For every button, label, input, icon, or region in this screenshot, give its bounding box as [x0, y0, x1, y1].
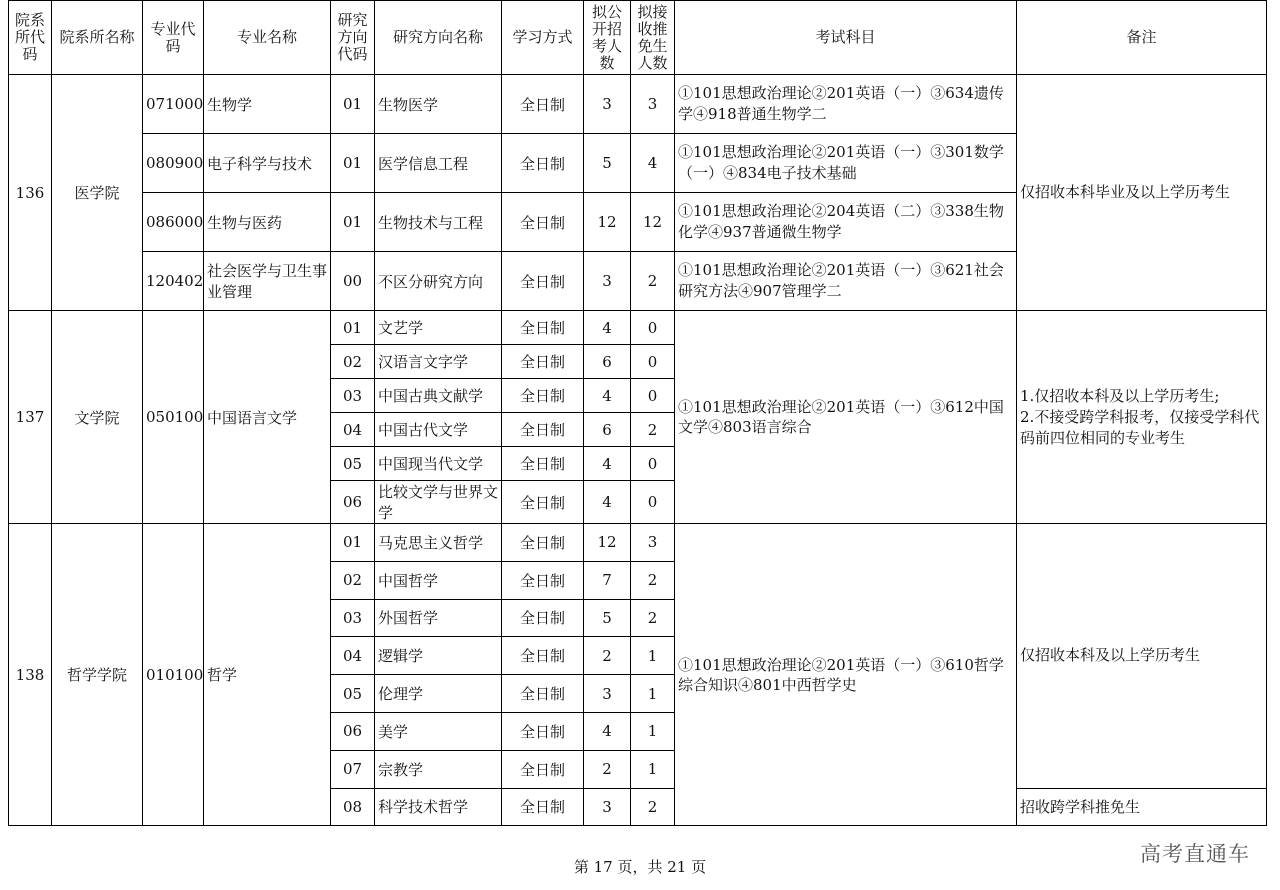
- direction-name-cell: 汉语言文字学: [375, 345, 502, 379]
- study-mode-cell: 全日制: [502, 599, 584, 637]
- public-quota-cell: 5: [584, 599, 631, 637]
- public-quota-cell: 4: [584, 481, 631, 524]
- exempt-quota-cell: 2: [631, 599, 675, 637]
- exempt-quota-cell: 12: [631, 193, 675, 252]
- exempt-quota-cell: 1: [631, 637, 675, 675]
- dept-code-cell: 136: [9, 75, 52, 311]
- study-mode-cell: 全日制: [502, 637, 584, 675]
- table-body: [9, 75, 1267, 826]
- table-row: [9, 524, 1267, 562]
- exempt-quota-cell: 3: [631, 524, 675, 562]
- direction-name-cell: 科学技术哲学: [375, 788, 502, 826]
- dept-code-cell: 137: [9, 311, 52, 524]
- header-remark: 备注: [1017, 1, 1267, 75]
- dept-name-cell: 文学院: [52, 311, 143, 524]
- direction-code-cell: 02: [331, 561, 375, 599]
- study-mode-cell: 全日制: [502, 75, 584, 134]
- direction-name-cell: 医学信息工程: [375, 134, 502, 193]
- exempt-quota-cell: 1: [631, 712, 675, 750]
- direction-name-cell: 生物技术与工程: [375, 193, 502, 252]
- direction-name-cell: 比较文学与世界文学: [375, 481, 502, 524]
- exempt-quota-cell: 1: [631, 750, 675, 788]
- dept-name-cell: 医学院: [52, 75, 143, 311]
- direction-code-cell: 06: [331, 481, 375, 524]
- exempt-quota-cell: 0: [631, 379, 675, 413]
- public-quota-cell: 3: [584, 788, 631, 826]
- direction-name-cell: 中国哲学: [375, 561, 502, 599]
- direction-name-cell: 外国哲学: [375, 599, 502, 637]
- study-mode-cell: 全日制: [502, 345, 584, 379]
- remark-line: 2.不接受跨学科报考，仅接受学科代码前四位相同的专业考生: [1020, 407, 1260, 447]
- table-row: [9, 311, 1267, 345]
- remark-line: 1.仅招收本科及以上学历考生;: [1020, 386, 1220, 405]
- major-code-cell: 086000: [143, 193, 204, 252]
- direction-name-cell: 宗教学: [375, 750, 502, 788]
- header-direction-code: 研究方向代码: [331, 1, 375, 75]
- header-public-quota: 拟公开招考人数: [584, 1, 631, 75]
- exam-subjects-cell: ①101思想政治理论②201英语（一）③610哲学综合知识④801中西哲学史: [675, 524, 1017, 826]
- major-code-cell: 050100: [143, 311, 204, 524]
- header-major-name: 专业名称: [204, 1, 331, 75]
- public-quota-cell: 6: [584, 345, 631, 379]
- exam-subjects-cell: ①101思想政治理论②201英语（一）③301数学（一）④834电子技术基础: [675, 134, 1017, 193]
- exam-subjects-cell: ①101思想政治理论②204英语（二）③338生物化学④937普通微生物学: [675, 193, 1017, 252]
- direction-code-cell: 03: [331, 379, 375, 413]
- major-name-cell: 生物与医药: [204, 193, 331, 252]
- exempt-quota-cell: 2: [631, 252, 675, 311]
- direction-name-cell: 生物医学: [375, 75, 502, 134]
- major-code-cell: 120402: [143, 252, 204, 311]
- exempt-quota-cell: 2: [631, 788, 675, 826]
- study-mode-cell: 全日制: [502, 134, 584, 193]
- direction-code-cell: 01: [331, 311, 375, 345]
- major-name-cell: 中国语言文学: [204, 311, 331, 524]
- remark-line: 仅招收本科及以上学历考生: [1020, 646, 1201, 665]
- direction-name-cell: 逻辑学: [375, 637, 502, 675]
- public-quota-cell: 4: [584, 311, 631, 345]
- major-name-cell: 社会医学与卫生事业管理: [204, 252, 331, 311]
- exam-subjects-cell: ①101思想政治理论②201英语（一）③612中国文学④803语言综合: [675, 311, 1017, 524]
- header-exam-subjects: 考试科目: [675, 1, 1017, 75]
- public-quota-cell: 3: [584, 75, 631, 134]
- major-code-cell: 080900: [143, 134, 204, 193]
- study-mode-cell: 全日制: [502, 788, 584, 826]
- study-mode-cell: 全日制: [502, 193, 584, 252]
- public-quota-cell: 4: [584, 379, 631, 413]
- direction-code-cell: 03: [331, 599, 375, 637]
- header-exempt-quota: 拟接收推免生人数: [631, 1, 675, 75]
- exempt-quota-cell: 1: [631, 675, 675, 713]
- direction-code-cell: 00: [331, 252, 375, 311]
- direction-code-cell: 05: [331, 675, 375, 713]
- header-dept-code: 院系所代码: [9, 1, 52, 75]
- header-row: [9, 1, 1267, 75]
- public-quota-cell: 12: [584, 193, 631, 252]
- direction-code-cell: 08: [331, 788, 375, 826]
- study-mode-cell: 全日制: [502, 750, 584, 788]
- remark-line: 仅招收本科毕业及以上学历考生: [1020, 183, 1231, 201]
- dept-code-cell: 138: [9, 524, 52, 826]
- direction-code-cell: 01: [331, 193, 375, 252]
- public-quota-cell: 5: [584, 134, 631, 193]
- direction-name-cell: 马克思主义哲学: [375, 524, 502, 562]
- study-mode-cell: 全日制: [502, 712, 584, 750]
- major-code-cell: 071000: [143, 75, 204, 134]
- major-name-cell: 哲学: [204, 524, 331, 826]
- exempt-quota-cell: 0: [631, 311, 675, 345]
- direction-code-cell: 06: [331, 712, 375, 750]
- direction-name-cell: 中国古典文献学: [375, 379, 502, 413]
- public-quota-cell: 2: [584, 750, 631, 788]
- enrollment-table: [8, 0, 1267, 826]
- direction-name-cell: 中国现当代文学: [375, 447, 502, 481]
- study-mode-cell: 全日制: [502, 252, 584, 311]
- direction-code-cell: 04: [331, 637, 375, 675]
- direction-code-cell: 01: [331, 134, 375, 193]
- header-study-mode: 学习方式: [502, 1, 584, 75]
- exempt-quota-cell: 0: [631, 481, 675, 524]
- major-code-cell: 010100: [143, 524, 204, 826]
- exam-subjects-cell: ①101思想政治理论②201英语（一）③621社会研究方法④907管理学二: [675, 252, 1017, 311]
- study-mode-cell: 全日制: [502, 675, 584, 713]
- header-direction-name: 研究方向名称: [375, 1, 502, 75]
- public-quota-cell: 3: [584, 252, 631, 311]
- study-mode-cell: 全日制: [502, 379, 584, 413]
- major-name-cell: 电子科学与技术: [204, 134, 331, 193]
- major-name-cell: 生物学: [204, 75, 331, 134]
- exempt-quota-cell: 4: [631, 134, 675, 193]
- header-dept-name: 院系所名称: [52, 1, 143, 75]
- page-number: 第 17 页，共 21 页: [573, 858, 707, 876]
- public-quota-cell: 4: [584, 712, 631, 750]
- direction-code-cell: 01: [331, 75, 375, 134]
- study-mode-cell: 全日制: [502, 524, 584, 562]
- exempt-quota-cell: 2: [631, 561, 675, 599]
- watermark-text: 高考直通车: [1140, 842, 1250, 866]
- public-quota-cell: 2: [584, 637, 631, 675]
- direction-code-cell: 01: [331, 524, 375, 562]
- public-quota-cell: 4: [584, 447, 631, 481]
- exempt-quota-cell: 2: [631, 413, 675, 447]
- public-quota-cell: 12: [584, 524, 631, 562]
- direction-name-cell: 伦理学: [375, 675, 502, 713]
- remark-cell-last: 招收跨学科推免生: [1017, 788, 1267, 826]
- direction-name-cell: 美学: [375, 712, 502, 750]
- header-major-code: 专业代码: [143, 1, 204, 75]
- direction-code-cell: 07: [331, 750, 375, 788]
- study-mode-cell: 全日制: [502, 413, 584, 447]
- exempt-quota-cell: 0: [631, 345, 675, 379]
- study-mode-cell: 全日制: [502, 447, 584, 481]
- remark-cell: [1017, 311, 1267, 524]
- exempt-quota-cell: 3: [631, 75, 675, 134]
- exempt-quota-cell: 0: [631, 447, 675, 481]
- exam-subjects-cell: ①101思想政治理论②201英语（一）③634遗传学④918普通生物学二: [675, 75, 1017, 134]
- direction-name-cell: 中国古代文学: [375, 413, 502, 447]
- study-mode-cell: 全日制: [502, 311, 584, 345]
- direction-code-cell: 04: [331, 413, 375, 447]
- direction-name-cell: 文艺学: [375, 311, 502, 345]
- study-mode-cell: 全日制: [502, 481, 584, 524]
- direction-name-cell: 不区分研究方向: [375, 252, 502, 311]
- dept-name-cell: 哲学学院: [52, 524, 143, 826]
- study-mode-cell: 全日制: [502, 561, 584, 599]
- public-quota-cell: 3: [584, 675, 631, 713]
- public-quota-cell: 7: [584, 561, 631, 599]
- table-row: [9, 75, 1267, 134]
- remark-cell: [1017, 524, 1267, 789]
- direction-code-cell: 05: [331, 447, 375, 481]
- direction-code-cell: 02: [331, 345, 375, 379]
- public-quota-cell: 6: [584, 413, 631, 447]
- remark-cell: [1017, 75, 1267, 311]
